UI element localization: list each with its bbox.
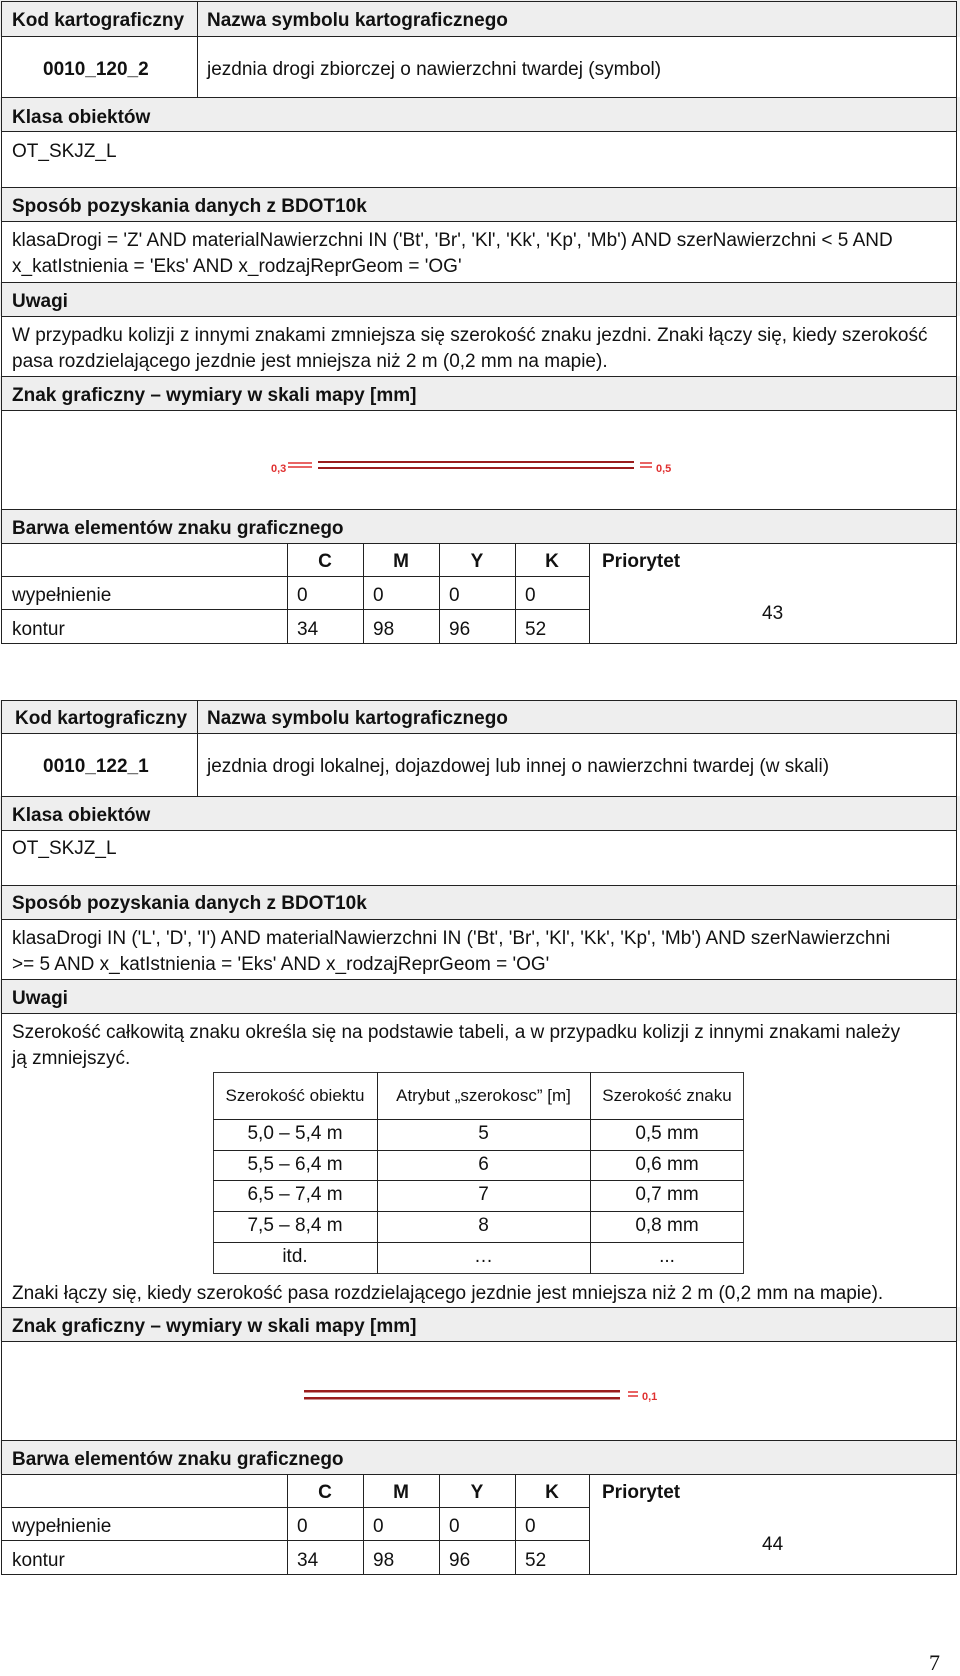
code-header: Kod kartograficzny bbox=[15, 708, 188, 729]
cmyk-y-header: Y bbox=[470, 551, 484, 572]
width-table-cell: 6,5 – 7,4 m bbox=[247, 1184, 343, 1205]
dim-label-right: 0,1 bbox=[642, 1391, 658, 1403]
graphic-sign-header: Znak graficzny – wymiary w skali mapy [mm] bbox=[12, 1316, 417, 1337]
color-header: Barwa elementów znaku graficznego bbox=[12, 518, 344, 539]
width-table-cell: 5 bbox=[478, 1123, 489, 1144]
priority-header: Priorytet bbox=[602, 551, 681, 572]
width-table-cell: 0,6 mm bbox=[635, 1154, 699, 1175]
cmyk-k-header: K bbox=[545, 551, 559, 572]
notes-text: pasa rozdzielającego jezdnie jest mniejsza niż 2 m (0,2 mm na mapie). bbox=[12, 351, 608, 372]
color-header: Barwa elementów znaku graficznego bbox=[12, 1449, 344, 1470]
width-table-cell: itd. bbox=[282, 1246, 308, 1267]
class-header: Klasa obiektów bbox=[12, 107, 151, 128]
outline-label: kontur bbox=[12, 1550, 65, 1571]
width-table-cell: 6 bbox=[478, 1154, 489, 1175]
cmyk-c-header: C bbox=[318, 1482, 332, 1503]
outline-label: kontur bbox=[12, 619, 65, 640]
dim-label-right: 0,5 bbox=[656, 463, 672, 475]
cmyk-y-header: Y bbox=[470, 1482, 484, 1503]
width-table-cell: 7 bbox=[478, 1184, 489, 1205]
notes-header: Uwagi bbox=[12, 291, 68, 312]
width-table-header: Szerokość obiektu bbox=[225, 1086, 365, 1105]
name-header: Nazwa symbolu kartograficznego bbox=[207, 10, 508, 31]
fill-c: 0 bbox=[297, 1516, 308, 1537]
width-table-cell: 0,8 mm bbox=[635, 1215, 699, 1236]
fill-y: 0 bbox=[449, 585, 460, 606]
fill-m: 0 bbox=[373, 585, 384, 606]
outline-m: 98 bbox=[373, 1550, 395, 1571]
width-table-cell: 5,0 – 5,4 m bbox=[247, 1123, 343, 1144]
code-header: Kod kartograficzny bbox=[12, 10, 185, 31]
cmyk-c-header: C bbox=[318, 551, 332, 572]
priority-value: 44 bbox=[762, 1534, 784, 1555]
source-query-line: x_katIstnienia = 'Eks' AND x_rodzajReprGeom = 'OG' bbox=[12, 256, 462, 277]
road-outline-top bbox=[304, 1390, 620, 1393]
cmyk-m-header: M bbox=[393, 551, 409, 572]
width-table-header: Szerokość znaku bbox=[602, 1086, 732, 1105]
notes-text: W przypadku kolizji z innymi znakami zmniejsza się szerokość znaku jezdni. Znaki łączy się, kiedy szerokość bbox=[12, 325, 928, 346]
fill-label: wypełnienie bbox=[12, 585, 112, 606]
page-number: 7 bbox=[929, 1650, 940, 1675]
header-band bbox=[0, 979, 960, 1013]
priority-header: Priorytet bbox=[602, 1482, 681, 1503]
notes-text: Szerokość całkowitą znaku określa się na podstawie tabeli, a w przypadku kolizji z innymi znakami należy bbox=[12, 1022, 901, 1043]
road-symbol-graphic bbox=[300, 1385, 680, 1411]
symbol-code: 0010_120_2 bbox=[43, 59, 149, 80]
width-table-cell: 0,7 mm bbox=[635, 1184, 699, 1205]
cmyk-m-header: M bbox=[393, 1482, 409, 1503]
outline-k: 52 bbox=[525, 1550, 547, 1571]
notes-text: ją zmniejszyć. bbox=[12, 1048, 131, 1069]
outline-c: 34 bbox=[297, 619, 319, 640]
object-class: OT_SKJZ_L bbox=[12, 838, 117, 859]
width-table-cell: 7,5 – 8,4 m bbox=[247, 1215, 343, 1236]
outline-k: 52 bbox=[525, 619, 547, 640]
notes-text: Znaki łączy się, kiedy szerokość pasa rozdzielającego jezdnie jest mniejsza niż 2 m (0,2 mm na mapie). bbox=[12, 1283, 884, 1304]
width-table-cell: … bbox=[474, 1246, 493, 1267]
fill-k: 0 bbox=[525, 1516, 536, 1537]
symbol-name: jezdnia drogi zbiorczej o nawierzchni twardej (symbol) bbox=[207, 59, 662, 80]
source-query-line: klasaDrogi IN ('L', 'D', 'I') AND materialNawierzchni IN ('Bt', 'Br', 'Kl', 'Kk', 'Kp', 'Mb') AND szerNawierzchni bbox=[12, 928, 891, 949]
cmyk-k-header: K bbox=[545, 1482, 559, 1503]
source-query-line: >= 5 AND x_katIstnienia = 'Eks' AND x_rodzajReprGeom = 'OG' bbox=[12, 954, 550, 975]
road-symbol-graphic bbox=[270, 455, 690, 481]
dim-label-left: 0,3 bbox=[271, 463, 287, 475]
source-query-line: klasaDrogi = 'Z' AND materialNawierzchni IN ('Bt', 'Br', 'Kl', 'Kk', 'Kp', 'Mb') AND szerNawierzchni < 5 AND bbox=[12, 230, 893, 251]
outline-y: 96 bbox=[449, 1550, 471, 1571]
road-outline-bottom bbox=[304, 1397, 620, 1400]
fill-y: 0 bbox=[449, 1516, 460, 1537]
outline-y: 96 bbox=[449, 619, 471, 640]
source-header: Sposób pozyskania danych z BDOT10k bbox=[12, 196, 367, 217]
outline-m: 98 bbox=[373, 619, 395, 640]
class-header: Klasa obiektów bbox=[12, 805, 151, 826]
width-table-header: Atrybut „szerokosc” [m] bbox=[396, 1086, 571, 1105]
fill-label: wypełnienie bbox=[12, 1516, 112, 1537]
symbol-name: jezdnia drogi lokalnej, dojazdowej lub innej o nawierzchni twardej (w skali) bbox=[207, 756, 830, 777]
name-header: Nazwa symbolu kartograficznego bbox=[207, 708, 508, 729]
fill-c: 0 bbox=[297, 585, 308, 606]
graphic-sign-header: Znak graficzny – wymiary w skali mapy [mm] bbox=[12, 385, 417, 406]
notes-header: Uwagi bbox=[12, 988, 68, 1009]
fill-m: 0 bbox=[373, 1516, 384, 1537]
symbol-code: 0010_122_1 bbox=[43, 756, 149, 777]
priority-value: 43 bbox=[762, 603, 784, 624]
width-table-cell: 5,5 – 6,4 m bbox=[247, 1154, 343, 1175]
width-table-cell: 8 bbox=[478, 1215, 489, 1236]
source-header: Sposób pozyskania danych z BDOT10k bbox=[12, 893, 367, 914]
width-table-cell: ... bbox=[659, 1246, 675, 1267]
outline-c: 34 bbox=[297, 1550, 319, 1571]
object-class: OT_SKJZ_L bbox=[12, 141, 117, 162]
width-table-cell: 0,5 mm bbox=[635, 1123, 699, 1144]
header-band bbox=[0, 282, 960, 316]
fill-k: 0 bbox=[525, 585, 536, 606]
